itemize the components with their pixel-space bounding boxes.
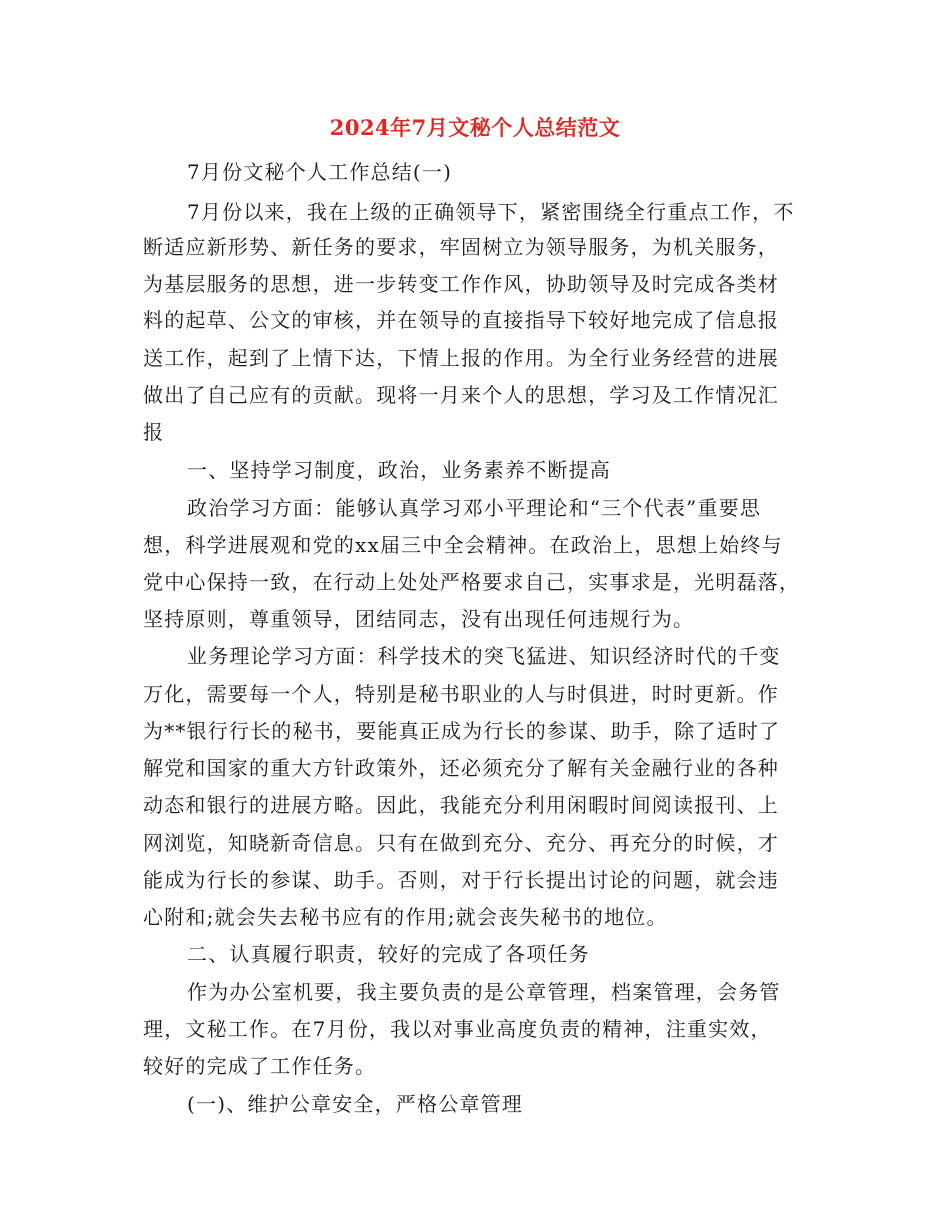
paragraph-line: 理，文秘工作。在7月份，我以对事业高度负责的精神，注重实效，: [143, 1017, 772, 1041]
paragraph-line: 政治学习方面：能够认真学习邓小平理论和“三个代表”重要思: [187, 496, 762, 520]
paragraph-line: 动态和银行的进展方略。因此，我能充分利用闲暇时间阅读报刊、上: [143, 793, 779, 817]
section-heading: 一、坚持学习制度，政治，业务素养不断提高: [187, 458, 611, 482]
paragraph-line: 解党和国家的重大方针政策外，还必须充分了解有关金融行业的各种: [143, 756, 779, 780]
paragraph-line: 料的起草、公文的审核，并在领导的直接指导下较好地完成了信息报: [143, 308, 779, 332]
subsection-heading: (一)、维护公章安全，严格公章管理: [187, 1092, 524, 1116]
paragraph-line: 万化，需要每一个人，特别是秘书职业的人与时俱进，时时更新。作: [143, 682, 779, 706]
paragraph-line: 心附和;就会失去秘书应有的作用;就会丧失秘书的地位。: [143, 905, 668, 929]
paragraph-line: 较好的完成了工作任务。: [143, 1054, 377, 1078]
paragraph-line: 7月份以来，我在上级的正确领导下，紧密围绕全行重点工作，不: [187, 200, 795, 224]
section-heading: 7月份文秘个人工作总结(一): [187, 160, 453, 184]
section-heading: 二、认真履行职责，较好的完成了各项任务: [187, 942, 590, 966]
paragraph-line: 做出了自己应有的贡献。现将一月来个人的思想，学习及工作情况汇: [143, 383, 779, 407]
paragraph-line: 业务理论学习方面：科学技术的突飞猛进、知识经济时代的千变: [187, 644, 781, 668]
paragraph-line: 为**银行行长的秘书，要能真正成为行长的参谋、助手，除了适时了: [143, 719, 781, 743]
paragraph-line: 送工作，起到了上情下达，下情上报的作用。为全行业务经营的进展: [143, 346, 779, 370]
paragraph-line: 能成为行长的参谋、助手。否则，对于行长提出讨论的问题，就会违: [143, 868, 779, 892]
paragraph-line: 作为办公室机要，我主要负责的是公章管理，档案管理，会务管: [187, 980, 781, 1004]
paragraph-line: 党中心保持一致，在行动上处处严格要求自己，实事求是，光明磊落，: [143, 570, 801, 594]
paragraph-line: 想，科学进展观和党的xx届三中全会精神。在政治上，思想上始终与: [143, 533, 783, 557]
paragraph-line: 报: [143, 420, 165, 444]
paragraph-line: 网浏览，知晓新奇信息。只有在做到充分、充分、再充分的时候，才: [143, 831, 779, 855]
paragraph-line: 为基层服务的思想，进一步转变工作作风，协助领导及时完成各类材: [143, 272, 779, 296]
paragraph-line: 坚持原则，尊重领导，团结同志，没有出现任何违规行为。: [143, 607, 695, 631]
document-title: 2024年7月文秘个人总结范文: [329, 115, 621, 140]
paragraph-line: 断适应新形势、新任务的要求，牢固树立为领导服务，为机关服务，: [143, 235, 779, 259]
